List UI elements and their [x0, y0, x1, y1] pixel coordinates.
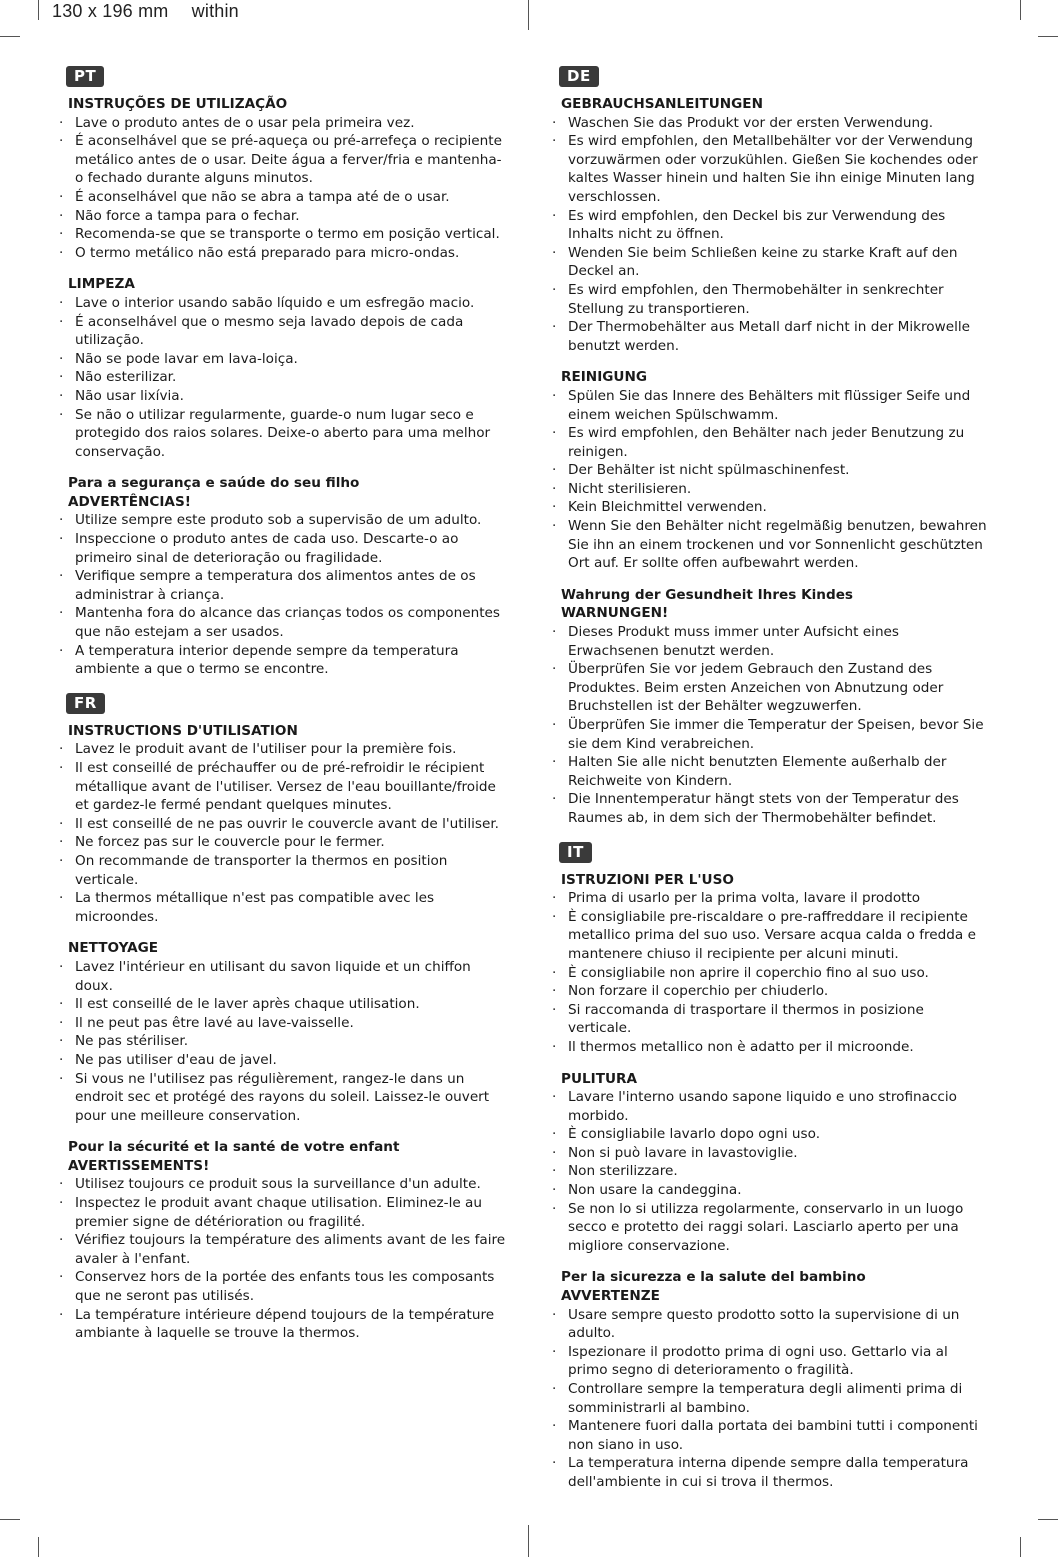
- list-item: · Halten Sie alle nicht benutzten Elemente außerhalb der Reichweite von Kindern.: [550, 753, 990, 790]
- list-item: · Não esterilizar.: [57, 368, 507, 387]
- print-size: 130 x 196 mm: [52, 1, 169, 21]
- crop-mark: [38, 1537, 39, 1557]
- section-title: NETTOYAGE: [68, 940, 159, 957]
- instruction-list: [550, 889, 990, 1056]
- fold-mark: [528, 1525, 529, 1557]
- list-item: · Se non lo si utilizza regolarmente, conservarlo in un luogo secco e protetto dei raggi solari. Lasciarlo aperto per una migliore conservazione.: [550, 1200, 990, 1256]
- list-item: · Ne forcez pas sur le couvercle pour le fermer.: [57, 833, 507, 852]
- section: [57, 722, 507, 927]
- list-item: · A temperatura interior depende sempre da temperatura ambiente a que o termo se encontre.: [57, 642, 507, 679]
- list-item: · Lavez l'intérieur en utilisant du savon liquide et un chiffon doux.: [57, 958, 507, 995]
- language-badge: DE: [559, 66, 599, 87]
- instruction-list: [57, 114, 507, 263]
- list-item: · Usare sempre questo prodotto sotto la supervisione di un adulto.: [550, 1306, 990, 1343]
- instruction-list: [57, 511, 507, 678]
- list-item: · Ne pas utiliser d'eau de javel.: [57, 1051, 507, 1070]
- list-item: · Der Behälter ist nicht spülmaschinenfest.: [550, 461, 990, 480]
- instruction-list: [57, 294, 507, 461]
- crop-mark: [0, 1519, 20, 1520]
- list-item: · Wenn Sie den Behälter nicht regelmäßig benutzen, bewahren Sie ihn an einem trockenen und vor Sonnenlicht geschützten Ort auf. Er sollte offen aufbewahrt werden.: [550, 517, 990, 573]
- language-badge: PT: [66, 66, 104, 87]
- instruction-list: [57, 958, 507, 1125]
- list-item: · È consigliabile non aprire il coperchio fino al suo uso.: [550, 964, 990, 983]
- language-block: [550, 842, 990, 1492]
- list-item: · Si vous ne l'utilisez pas régulièrement, rangez-le dans un endroit sec et protégé des rayons du soleil. Laissez-le ouvert pour une meilleure conservation.: [57, 1070, 507, 1126]
- section-title: Pour la sécurité et la santé de votre enfant: [68, 1139, 400, 1156]
- section: [550, 1070, 990, 1256]
- list-item: · Prima di usarlo per la prima volta, lavare il prodotto: [550, 889, 990, 908]
- list-item: · Inspectez le produit avant chaque utilisation. Eliminez-le au premier signe de détérioration ou fragilité.: [57, 1194, 507, 1231]
- list-item: · Lave o produto antes de o usar pela primeira vez.: [57, 114, 507, 133]
- list-item: · Non sterilizzare.: [550, 1162, 990, 1181]
- crop-mark: [1020, 0, 1021, 20]
- instruction-list: [550, 1306, 990, 1492]
- list-item: · Ispezionare il prodotto prima di ogni uso. Gettarlo via al primo segno di deterioramento o fragilità.: [550, 1343, 990, 1380]
- list-item: · Überprüfen Sie immer die Temperatur der Speisen, bevor Sie sie dem Kind verabreichen.: [550, 716, 990, 753]
- section: [57, 474, 507, 679]
- list-item: · Dieses Produkt muss immer unter Aufsicht eines Erwachsenen benutzt werden.: [550, 623, 990, 660]
- print-spec-header: [52, 1, 257, 22]
- list-item: · Nicht sterilisieren.: [550, 480, 990, 499]
- list-item: · Não usar lixívia.: [57, 387, 507, 406]
- list-item: · Il ne peut pas être lavé au lave-vaisselle.: [57, 1014, 507, 1033]
- list-item: · É aconselhável que o mesmo seja lavado depois de cada utilização.: [57, 313, 507, 350]
- crop-mark: [1038, 36, 1058, 37]
- list-item: · Es wird empfohlen, den Deckel bis zur Verwendung des Inhalts nicht zu öffnen.: [550, 207, 990, 244]
- instruction-list: [550, 1088, 990, 1255]
- list-item: · Se não o utilizar regularmente, guarde-o num lugar seco e protegido dos raios solares. Deixe-o aberto para uma melhor conservação.: [57, 406, 507, 462]
- section-title: Wahrung der Gesundheit Ihres Kindes: [561, 586, 854, 603]
- list-item: · Utilisez toujours ce produit sous la surveillance d'un adulte.: [57, 1175, 507, 1194]
- language-badge: IT: [559, 842, 592, 863]
- list-item: · Il est conseillé de le laver après chaque utilisation.: [57, 995, 507, 1014]
- list-item: · Verifique sempre a temperatura dos alimentos antes de os administrar à criança.: [57, 567, 507, 604]
- section: [550, 871, 990, 1057]
- language-block: [57, 66, 507, 679]
- list-item: · Conservez hors de la portée des enfants tous les composants que ne seront pas utilisés.: [57, 1268, 507, 1305]
- section: [550, 95, 990, 355]
- list-item: · Es wird empfohlen, den Thermobehälter in senkrechter Stellung zu transportieren.: [550, 281, 990, 318]
- crop-mark: [0, 36, 20, 37]
- left-column: [57, 66, 507, 1343]
- list-item: · Il est conseillé de préchauffer ou de pré-refroidir le récipient métallique avant de l'utiliser. Versez de l'eau bouillante/froide et gardez-le fermé pendant quelques minutes.: [57, 759, 507, 815]
- section: [57, 939, 507, 1125]
- section: [550, 368, 990, 573]
- section-subtitle: AVVERTENZE: [561, 1288, 660, 1305]
- list-item: · Es wird empfohlen, den Metallbehälter vor der Verwendung vorzuwärmen oder vorzukühlen. Gießen Sie kochendes oder kaltes Wasser hinein und halten Sie ihn einige Minuten lang verschlossen.: [550, 132, 990, 206]
- instruction-list: [550, 623, 990, 828]
- crop-mark: [1020, 1537, 1021, 1557]
- list-item: · Non usare la candeggina.: [550, 1181, 990, 1200]
- section-title: LIMPEZA: [68, 276, 135, 293]
- crop-mark: [38, 0, 39, 20]
- list-item: · Vérifiez toujours la température des aliments avant de les faire avaler à l'enfant.: [57, 1231, 507, 1268]
- language-block: [550, 66, 990, 828]
- section-title: ISTRUZIONI PER L'USO: [561, 871, 734, 888]
- list-item: · Es wird empfohlen, den Behälter nach jeder Benutzung zu reinigen.: [550, 424, 990, 461]
- section: [550, 586, 990, 828]
- section: [57, 275, 507, 461]
- section-title: GEBRAUCHSANLEITUNGEN: [561, 96, 763, 112]
- section-subtitle: AVERTISSEMENTS!: [68, 1157, 210, 1174]
- section-title: INSTRUÇÕES DE UTILIZAÇÃO: [68, 96, 288, 112]
- list-item: · Si raccomanda di trasportare il thermos in posizione verticale.: [550, 1001, 990, 1038]
- list-item: · Ne pas stériliser.: [57, 1032, 507, 1051]
- list-item: · Não se pode lavar em lava-loiça.: [57, 350, 507, 369]
- list-item: · È consigliabile pre-riscaldare o pre-raffreddare il recipiente metallico prima del suo uso. Versare acqua calda o fredda e mantenere chiuso il recipiente per alcuni minuti.: [550, 908, 990, 964]
- list-item: · Utilize sempre este produto sob a supervisão de um adulto.: [57, 511, 507, 530]
- list-item: · Wenden Sie beim Schließen keine zu starke Kraft auf den Deckel an.: [550, 244, 990, 281]
- list-item: · Recomenda-se que se transporte o termo em posição vertical.: [57, 225, 507, 244]
- list-item: · Não force a tampa para o fechar.: [57, 207, 507, 226]
- list-item: · È consigliabile lavarlo dopo ogni uso.: [550, 1125, 990, 1144]
- list-item: · Il thermos metallico non è adatto per il microonde.: [550, 1038, 990, 1057]
- instruction-list: [57, 740, 507, 926]
- list-item: · Inspeccione o produto antes de cada uso. Descarte-o ao primeiro sinal de deterioração ou fragilidade.: [57, 530, 507, 567]
- list-item: · É aconselhável que se pré-aqueça ou pré-arrefeça o recipiente metálico antes de o usar. Deite água a ferver/fria e mantenha-o fechado durante alguns minutos.: [57, 132, 507, 188]
- list-item: · Überprüfen Sie vor jedem Gebrauch den Zustand des Produktes. Beim ersten Anzeichen von Abnutzung oder Bruchstellen ist der Behälter wegzuwerfen.: [550, 660, 990, 716]
- list-item: · O termo metálico não está preparado para micro-ondas.: [57, 244, 507, 263]
- crop-mark: [1038, 1519, 1058, 1520]
- instruction-list: [550, 387, 990, 573]
- section-title: REINIGUNG: [561, 369, 647, 386]
- list-item: · Mantenere fuori dalla portata dei bambini tutti i componenti non siano in uso.: [550, 1417, 990, 1454]
- print-note: within: [191, 1, 239, 21]
- section: [550, 1268, 990, 1491]
- section-subtitle: WARNUNGEN!: [561, 605, 669, 622]
- section: [57, 1138, 507, 1343]
- section-title: Para a segurança e saúde do seu filho: [68, 475, 360, 492]
- section: [57, 95, 507, 262]
- list-item: · Waschen Sie das Produkt vor der ersten Verwendung.: [550, 114, 990, 133]
- list-item: · La température intérieure dépend toujours de la température ambiante à laquelle se trouve la thermos.: [57, 1306, 507, 1343]
- section-title: INSTRUCTIONS D'UTILISATION: [68, 722, 298, 739]
- list-item: · On recommande de transporter la thermos en position verticale.: [57, 852, 507, 889]
- list-item: · É aconselhável que não se abra a tampa até de o usar.: [57, 188, 507, 207]
- list-item: · La temperatura interna dipende sempre dalla temperatura dell'ambiente in cui si trova il thermos.: [550, 1454, 990, 1491]
- section-title: PULITURA: [561, 1070, 638, 1087]
- list-item: · Spülen Sie das Innere des Behälters mit flüssiger Seife und einem weichen Spülschwamm.: [550, 387, 990, 424]
- list-item: · Il est conseillé de ne pas ouvrir le couvercle avant de l'utiliser.: [57, 815, 507, 834]
- list-item: · Lavez le produit avant de l'utiliser pour la première fois.: [57, 740, 507, 759]
- list-item: · La thermos métallique n'est pas compatible avec les microondes.: [57, 889, 507, 926]
- right-column: [550, 66, 990, 1492]
- list-item: · Die Innentemperatur hängt stets von der Temperatur des Raumes ab, in dem sich der Thermobehälter befindet.: [550, 790, 990, 827]
- fold-mark: [528, 0, 529, 30]
- instruction-list: [550, 114, 990, 356]
- language-block: [57, 693, 507, 1343]
- list-item: · Controllare sempre la temperatura degli alimenti prima di somministrarli al bambino.: [550, 1380, 990, 1417]
- list-item: · Kein Bleichmittel verwenden.: [550, 498, 990, 517]
- list-item: · Der Thermobehälter aus Metall darf nicht in der Mikrowelle benutzt werden.: [550, 318, 990, 355]
- list-item: · Non forzare il coperchio per chiuderlo.: [550, 982, 990, 1001]
- list-item: · Lave o interior usando sabão líquido e um esfregão macio.: [57, 294, 507, 313]
- section-subtitle: ADVERTÊNCIAS!: [68, 493, 191, 510]
- instruction-list: [57, 1175, 507, 1342]
- list-item: · Lavare l'interno usando sapone liquido e uno strofinaccio morbido.: [550, 1088, 990, 1125]
- list-item: · Mantenha fora do alcance das crianças todos os componentes que não estejam a ser usados.: [57, 604, 507, 641]
- language-badge: FR: [66, 693, 105, 714]
- list-item: · Non si può lavare in lavastoviglie.: [550, 1144, 990, 1163]
- section-title: Per la sicurezza e la salute del bambino: [561, 1269, 866, 1286]
